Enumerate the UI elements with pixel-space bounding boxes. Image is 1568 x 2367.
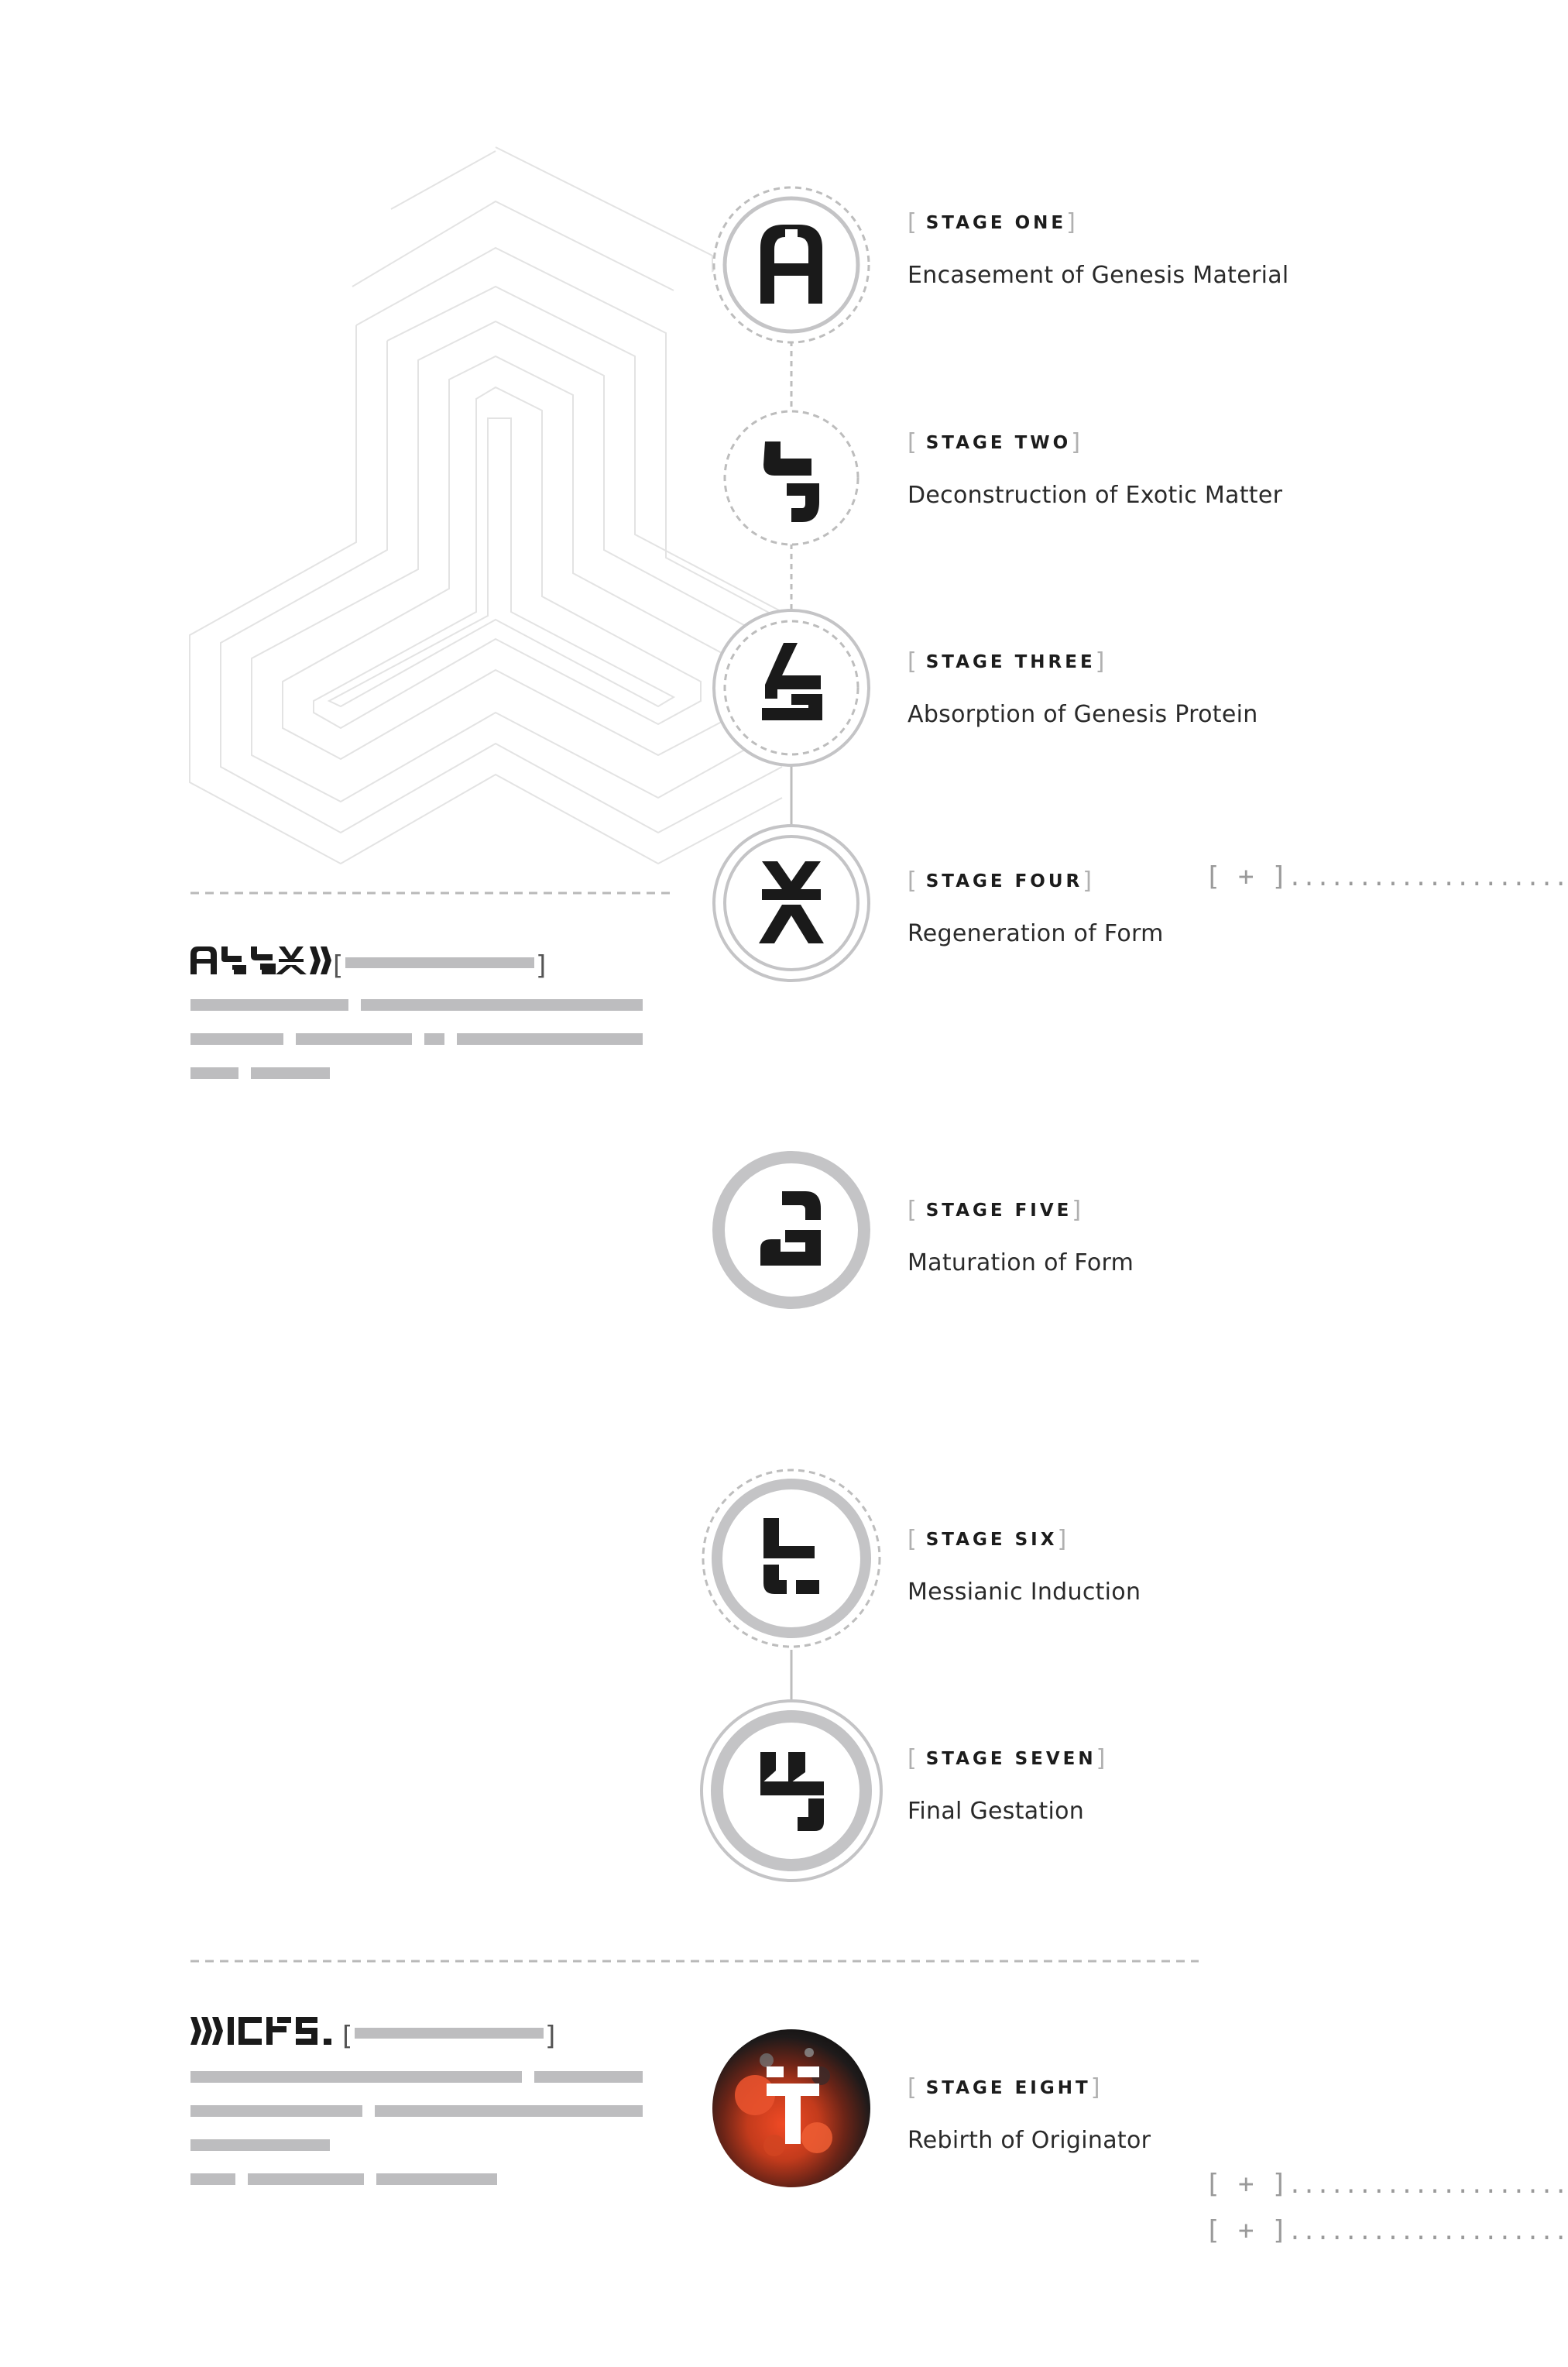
svg-text:[: [ bbox=[333, 950, 344, 981]
stage-tag: [ STAGE FIVE] bbox=[908, 1197, 1082, 1224]
expand-link-stage-four[interactable] bbox=[1205, 861, 1568, 892]
svg-text:]: ] bbox=[545, 2021, 556, 2052]
stage-six-title: Messianic Induction bbox=[908, 1579, 1141, 1606]
placeholder-bar bbox=[190, 999, 348, 1011]
stage-tag: [ STAGE ONE] bbox=[908, 209, 1076, 236]
stage-one-node bbox=[714, 187, 869, 342]
stage-one-title: Encasement of Genesis Material bbox=[908, 262, 1289, 289]
stage-tag: [ STAGE THREE] bbox=[908, 648, 1105, 675]
stage-eight-node bbox=[712, 2029, 870, 2187]
stage-seven-node bbox=[702, 1701, 881, 1881]
plus-icon: + bbox=[1237, 2215, 1255, 2246]
stage-four-tag: STAGE FOUR bbox=[925, 871, 1083, 891]
stage-three-tag: STAGE THREE bbox=[925, 652, 1096, 672]
stage-five-title: Maturation of Form bbox=[908, 1249, 1134, 1276]
placeholder-bar bbox=[424, 1033, 444, 1045]
placeholder-bar bbox=[248, 2173, 364, 2185]
stage-tag: [ STAGE EIGHT] bbox=[908, 2074, 1100, 2101]
placeholder-bar bbox=[375, 2105, 643, 2117]
svg-text:]: ] bbox=[536, 950, 547, 981]
stage-two-node bbox=[725, 411, 858, 545]
stage-six-tag: STAGE SIX bbox=[925, 1530, 1058, 1550]
glyph-heading-upper bbox=[190, 943, 547, 981]
placeholder-bar bbox=[190, 1033, 283, 1045]
placeholder-bar bbox=[457, 1033, 643, 1045]
stage-eight-tag: STAGE EIGHT bbox=[925, 2078, 1091, 2098]
bracket-right: ] bbox=[1271, 2169, 1288, 2200]
placeholder-bar bbox=[251, 1067, 330, 1079]
bracket-right: ] bbox=[1271, 861, 1288, 892]
stage-one-tag: STAGE ONE bbox=[925, 213, 1067, 233]
stage-tag: [ STAGE SIX] bbox=[908, 1526, 1067, 1553]
stage-seven-tag: STAGE SEVEN bbox=[925, 1749, 1096, 1769]
placeholder-bar bbox=[376, 2173, 497, 2185]
placeholder-bar bbox=[190, 2071, 522, 2083]
bracket-right: ] bbox=[1271, 2215, 1288, 2246]
leader-dots: .................... bbox=[1288, 864, 1568, 891]
stage-four-title: Regeneration of Form bbox=[908, 920, 1164, 947]
stage-six-node bbox=[703, 1470, 880, 1647]
stage-five-tag: STAGE FIVE bbox=[925, 1201, 1072, 1221]
stage-seven-title: Final Gestation bbox=[908, 1798, 1085, 1825]
expand-link-stage-eight-a[interactable] bbox=[1205, 2169, 1568, 2200]
stage-five-node bbox=[719, 1157, 864, 1303]
expand-link-stage-eight-b[interactable] bbox=[1205, 2215, 1568, 2246]
bracket-left: [ bbox=[1205, 2215, 1222, 2246]
svg-text:[: [ bbox=[342, 2021, 353, 2052]
bracket-left: [ bbox=[1205, 861, 1222, 892]
stage-tag: [ STAGE SEVEN] bbox=[908, 1745, 1106, 1772]
placeholder-bar bbox=[534, 2071, 643, 2083]
plus-icon: + bbox=[1237, 861, 1255, 892]
placeholder-bar bbox=[190, 2139, 330, 2151]
stage-tag: [ STAGE TWO] bbox=[908, 429, 1080, 456]
stage-eight-title: Rebirth of Originator bbox=[908, 2127, 1151, 2154]
glyph-heading-lower bbox=[190, 2014, 562, 2051]
stage-tag: [ STAGE FOUR] bbox=[908, 867, 1092, 895]
plus-icon: + bbox=[1237, 2169, 1255, 2200]
hexagon-pattern bbox=[190, 147, 782, 864]
placeholder-bar bbox=[190, 2173, 235, 2185]
bracket-left: [ bbox=[1205, 2169, 1222, 2200]
stage-three-title: Absorption of Genesis Protein bbox=[908, 701, 1258, 728]
stage-four-node bbox=[714, 826, 869, 981]
placeholder-bar bbox=[361, 999, 643, 1011]
placeholder-bar bbox=[296, 1033, 412, 1045]
stage-two-title: Deconstruction of Exotic Matter bbox=[908, 482, 1283, 509]
placeholder-bar bbox=[190, 1067, 238, 1079]
stage-two-tag: STAGE TWO bbox=[925, 433, 1072, 453]
placeholder-bar bbox=[190, 2105, 362, 2117]
leader-dots: .................... bbox=[1288, 2172, 1568, 2199]
leader-dots: .................... bbox=[1288, 2218, 1568, 2245]
stage-three-node bbox=[714, 610, 869, 765]
